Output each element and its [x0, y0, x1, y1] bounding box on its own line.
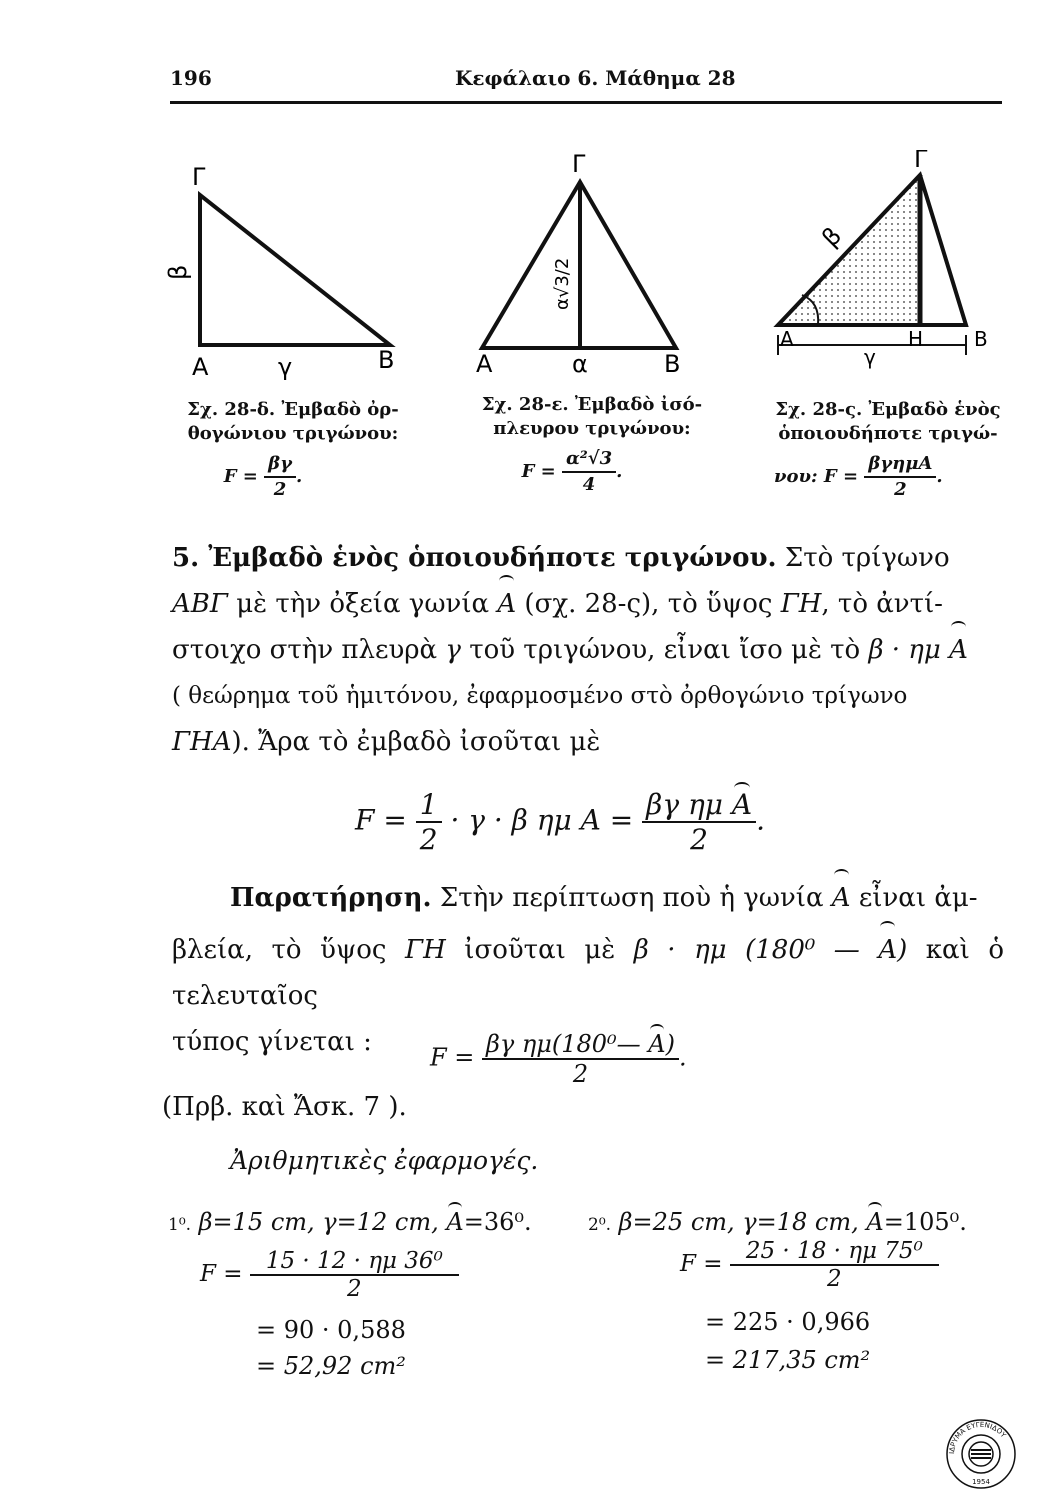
remark-label: Παρατήρηση.: [230, 883, 432, 913]
side-beta-label: β: [816, 221, 848, 253]
foundation-seal-icon: [945, 1418, 1017, 1490]
svg-text:1954: 1954: [972, 1478, 990, 1486]
example-2-step-2: = 225 · 0,966: [705, 1308, 871, 1336]
vertex-gamma-label: Γ: [914, 150, 928, 173]
vertex-gamma-label: Γ: [572, 150, 586, 178]
side-alpha-label: α: [572, 350, 588, 378]
vertex-beta-label: Β: [664, 350, 681, 378]
vertex-eta-label: Η: [908, 327, 924, 351]
vertex-beta-label: Β: [974, 327, 988, 351]
example-2-result: = 217,35 cm²: [705, 1346, 871, 1374]
side-gamma-label: γ: [278, 353, 293, 381]
example-2-given: 2⁰. β=25 cm, γ=18 cm, Α=105⁰.: [588, 1208, 967, 1236]
figure-equilateral-triangle: [468, 150, 708, 380]
vertex-alpha-label: Α: [780, 327, 794, 351]
caption-equilateral-triangle: Σχ. 28-ε. Ἐμβαδὸ ἰσό- πλευρου τριγώνου: F = $\frac{\text{α²√3}}{4}$ .: [481, 394, 703, 495]
figure-right-triangle: [160, 160, 420, 385]
section-5-paragraph: 5. Ἐμβαδὸ ἑνὸς ὁποιουδήποτε τριγώνου. Στὸ τρίγωνο ΑΒΓ μὲ τὴν ὀξεία γωνία Α (σχ. 28-ς), τὸ ὕψος ΓΗ, τὸ ἀντί- στοιχο στὴν πλευρὰ γ τοῦ τριγώνου, εἶναι ἴσο μὲ τὸ β · ημ Α ( θεώρημα τοῦ ἡμιτόνου, ἐφαρμοσμένο στὸ ὀρθογώνιο τρίγωνο ΓΗΑ). Ἄρα τὸ ἐμβαδὸ ἰσοῦται μὲ: [172, 543, 968, 757]
example-1-step-2: = 90 · 0,588: [256, 1316, 406, 1344]
altitude-label: α√3/2: [552, 257, 573, 310]
compare-note: (Πρβ. καὶ Ἄσκ. 7 ).: [162, 1092, 407, 1122]
vertex-alpha-label: Α: [192, 353, 209, 381]
example-1-formula: F = $\frac{\text{15 · 12 · ημ 36⁰}}{2}$: [200, 1248, 459, 1302]
side-gamma-label: γ: [864, 345, 876, 369]
figure-general-triangle: [770, 150, 1010, 390]
vertex-beta-label: Β: [378, 346, 395, 374]
running-title: Κεφάλαιο 6. Μάθημα 28: [455, 66, 736, 90]
caption-right-triangle: Σχ. 28-δ. Ἐμβαδὸ ὀρ- θογώνιου τριγώνου: F = $\frac{\beta\gamma}{2}$ .: [187, 399, 399, 500]
vertex-gamma-label: Γ: [192, 163, 206, 191]
area-formula-2: F = $\frac{\text{βγ ημ(180⁰— Α)}}{2}$ .: [430, 1030, 687, 1088]
example-2-formula: F = $\frac{\text{25 · 18 · ημ 75⁰}}{2}$: [680, 1238, 939, 1292]
example-1-given: 1⁰. β=15 cm, γ=12 cm, Α=36⁰.: [168, 1208, 532, 1236]
svg-text:ΙΔΡΥΜΑ ΕΥΓΕΝΙΔΟΥ: ΙΔΡΥΜΑ ΕΥΓΕΝΙΔΟΥ: [947, 1420, 1008, 1455]
vertex-alpha-label: Α: [476, 350, 493, 378]
side-beta-label: β: [164, 264, 192, 280]
caption-general-triangle: Σχ. 28-ς. Ἐμβαδὸ ἑνὸς ὁποιουδήποτε τριγώ- νου: F = $\frac{\text{βγημΑ}}{2}$ .: [774, 399, 1001, 500]
remark-line-1: Παρατήρηση. Στὴν περίπτωση ποὺ ἡ γωνία Α εἶναι ἀμ-: [230, 875, 1004, 921]
right-triangle-shape: [200, 195, 390, 345]
applications-heading: Ἀριθμητικὲς ἐφαρμογές.: [230, 1146, 539, 1175]
header-rule: [170, 101, 1002, 104]
remark-body: βλεία, τὸ ὕψος ΓΗ ἰσοῦται μὲ β · ημ (180⁰ — Α) καὶ ὁ τελευταῖος τύπος γίνεται :: [172, 927, 1004, 1065]
area-formula-1: F = $\frac{1}{2}$ · γ · β ημ Α = $\frac{\text{βγ ημ Α}}{2}$ .: [355, 788, 765, 856]
page-number: 196: [170, 66, 212, 90]
section-5-heading: 5. Ἐμβαδὸ ἑνὸς ὁποιουδήποτε τριγώνου.: [172, 543, 777, 573]
example-1-result: = 52,92 cm²: [256, 1352, 406, 1380]
